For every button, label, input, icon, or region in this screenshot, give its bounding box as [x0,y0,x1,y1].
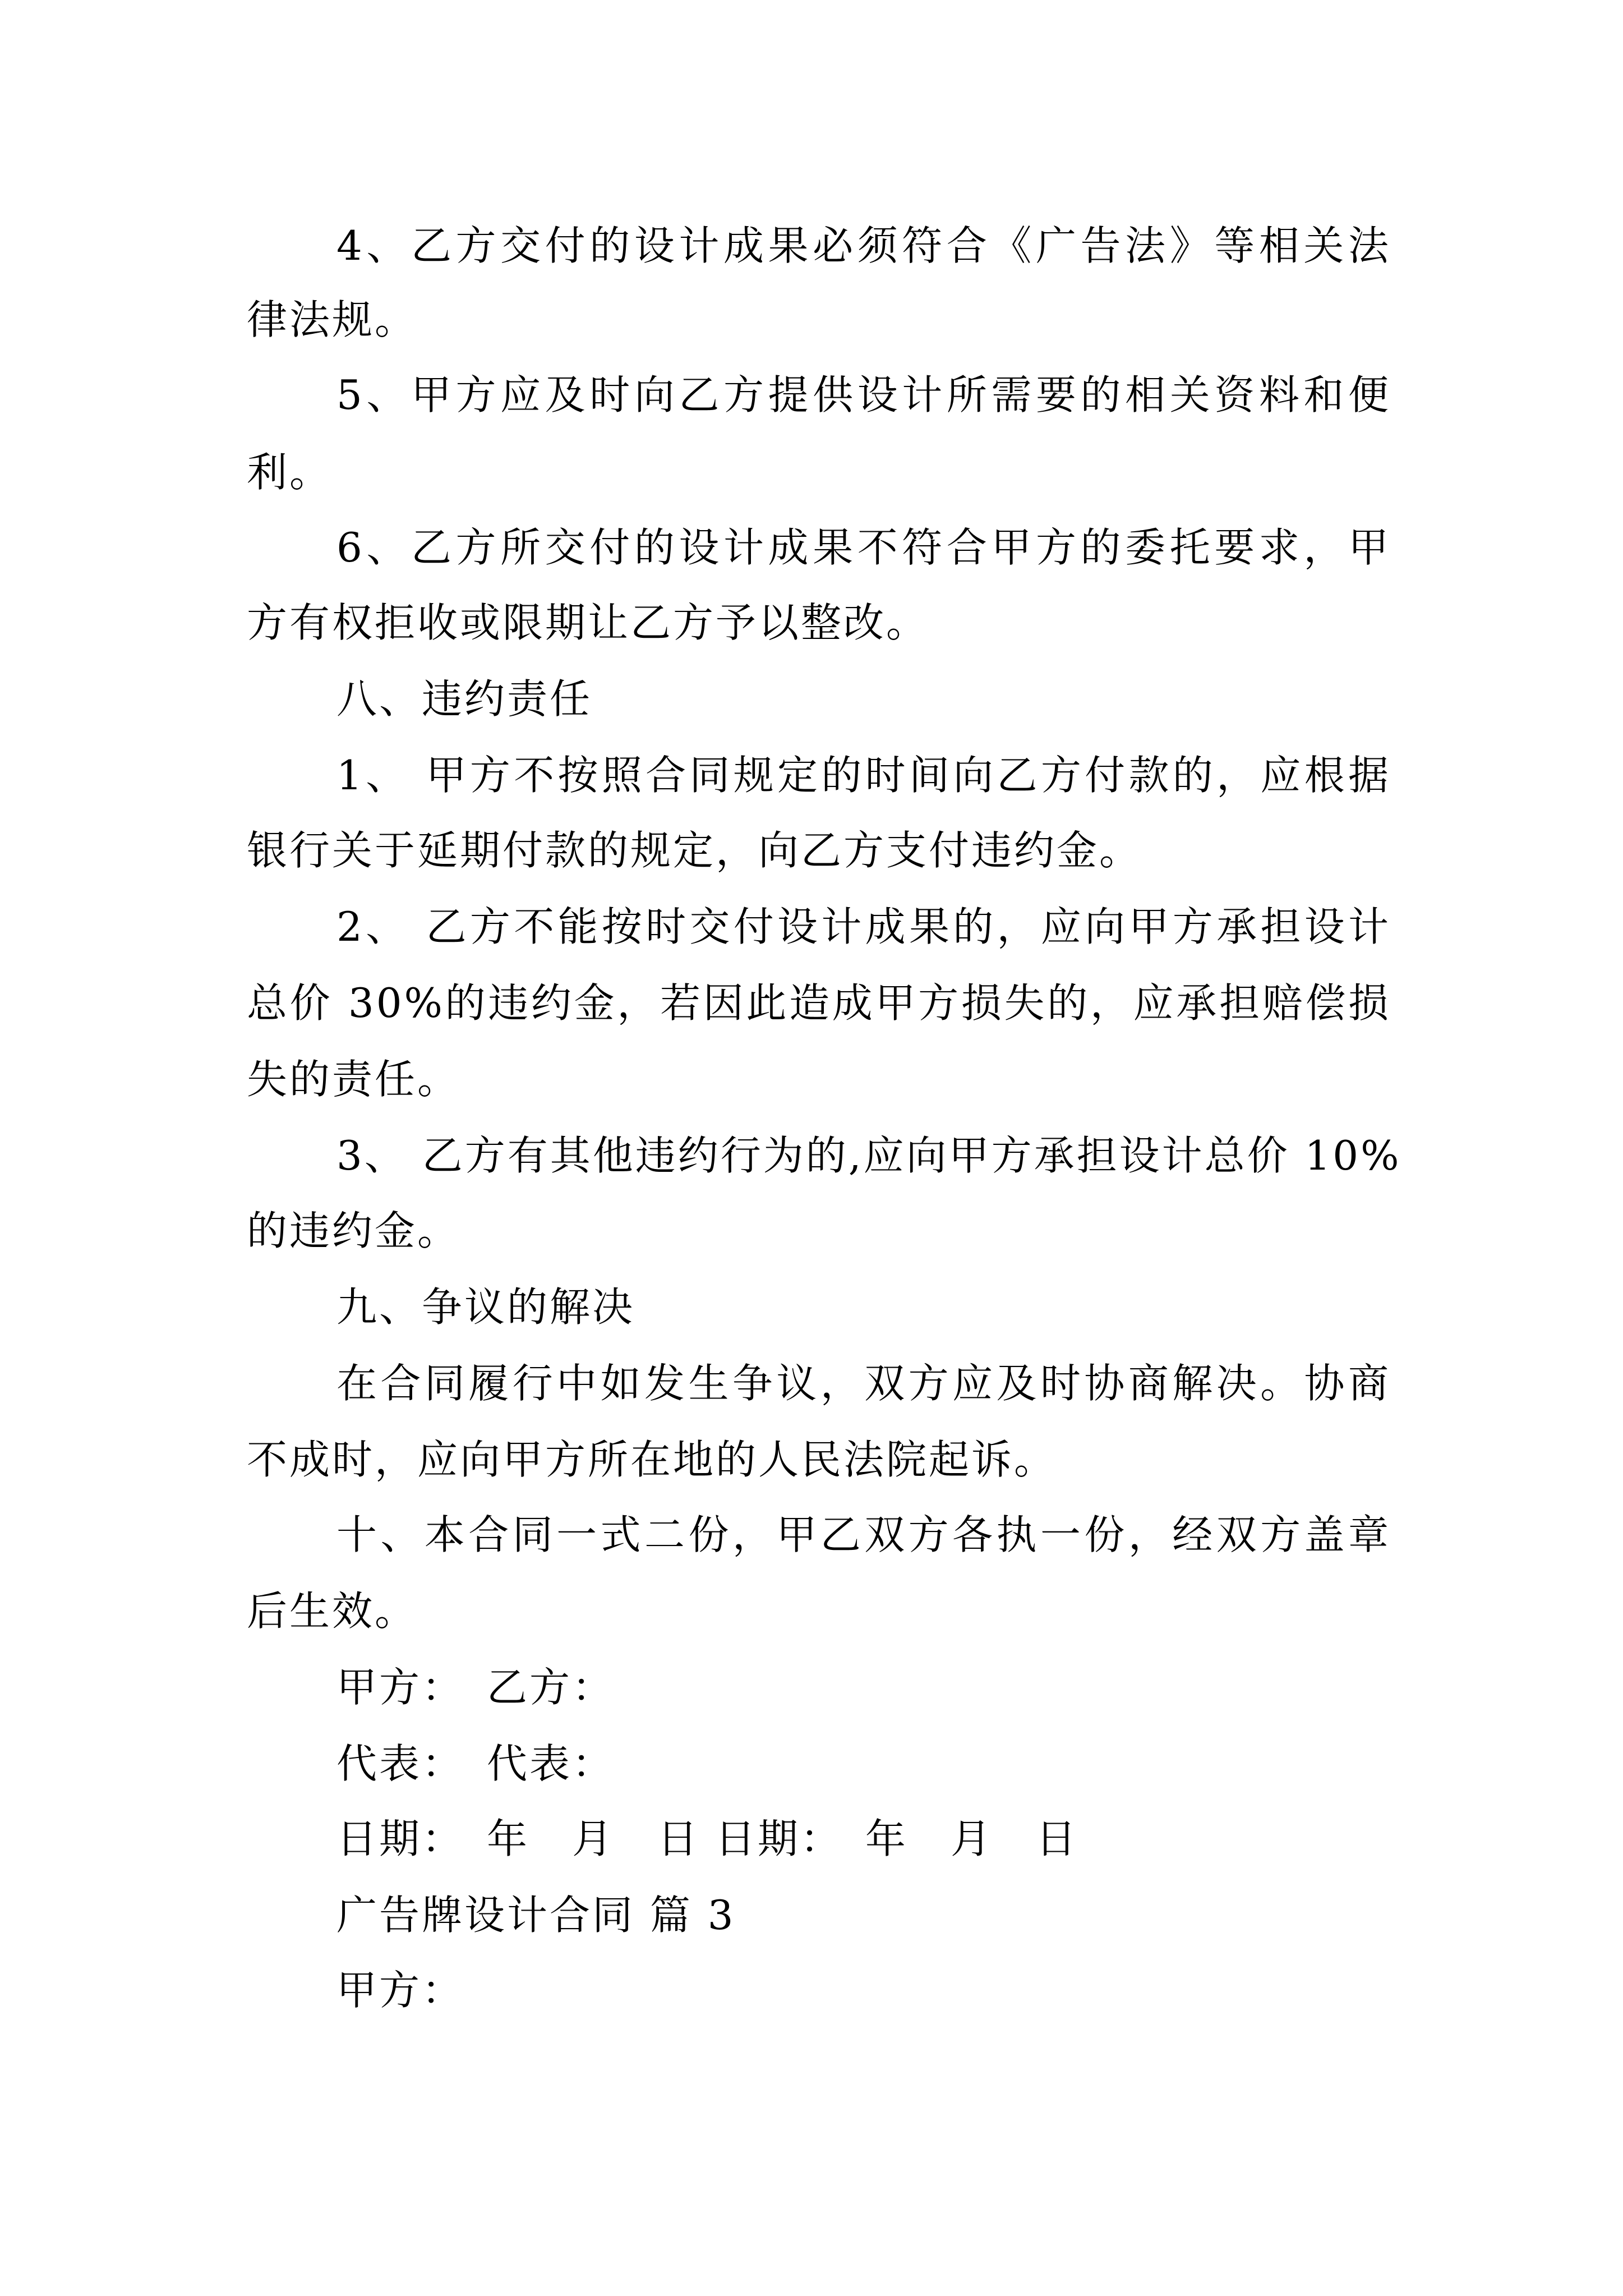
paragraph-line: 3、 乙方有其他违约行为的,应向甲方承担设计总价 10% [336,1132,1401,1179]
signature-representative-line: 代表： 代表： [336,1740,615,1787]
signature-party-line: 甲方： 乙方： [336,1664,615,1711]
paragraph-line: 1、 甲方不按照合同规定的时间向乙方付款的，应根据 [336,752,1391,799]
paragraph-line: 失的责任。 [247,1056,460,1103]
paragraph-line: 利。 [247,449,333,496]
paragraph-line: 银行关于延期付款的规定，向乙方支付违约金。 [247,827,1142,874]
paragraph-line: 十、本合同一式二份，甲乙双方各执一份，经双方盖章 [336,1511,1391,1558]
paragraph-line: 后生效。 [247,1588,418,1635]
paragraph-line: 总价 30%的违约金，若因此造成甲方损失的，应承担赔偿损 [247,979,1391,1027]
signature-date-line: 日期： 年 月 日 日期： 年 月 日 [336,1815,1078,1862]
paragraph-line: 6、乙方所交付的设计成果不符合甲方的委托要求，甲 [336,524,1391,571]
paragraph-line: 律法规。 [247,296,418,343]
paragraph-line: 5、甲方应及时向乙方提供设计所需要的相关资料和便 [336,371,1391,418]
paragraph-line: 的违约金。 [247,1207,460,1254]
paragraph-line: 4、乙方交付的设计成果必须符合《广告法》等相关法 [336,222,1391,269]
paragraph-line: 不成时，应向甲方所在地的人民法院起诉。 [247,1436,1057,1483]
paragraph-line: 在合同履行中如发生争议，双方应及时协商解决。协商 [336,1360,1391,1407]
section-heading: 九、争议的解决 [336,1283,635,1331]
paragraph-line: 方有权拒收或限期让乙方予以整改。 [247,599,929,646]
section-heading: 八、违约责任 [336,675,593,723]
section-title: 广告牌设计合同 篇 3 [336,1892,736,1939]
paragraph-line: 2、 乙方不能按时交付设计成果的，应向甲方承担设计 [336,903,1391,950]
party-label: 甲方： [336,1967,465,2014]
